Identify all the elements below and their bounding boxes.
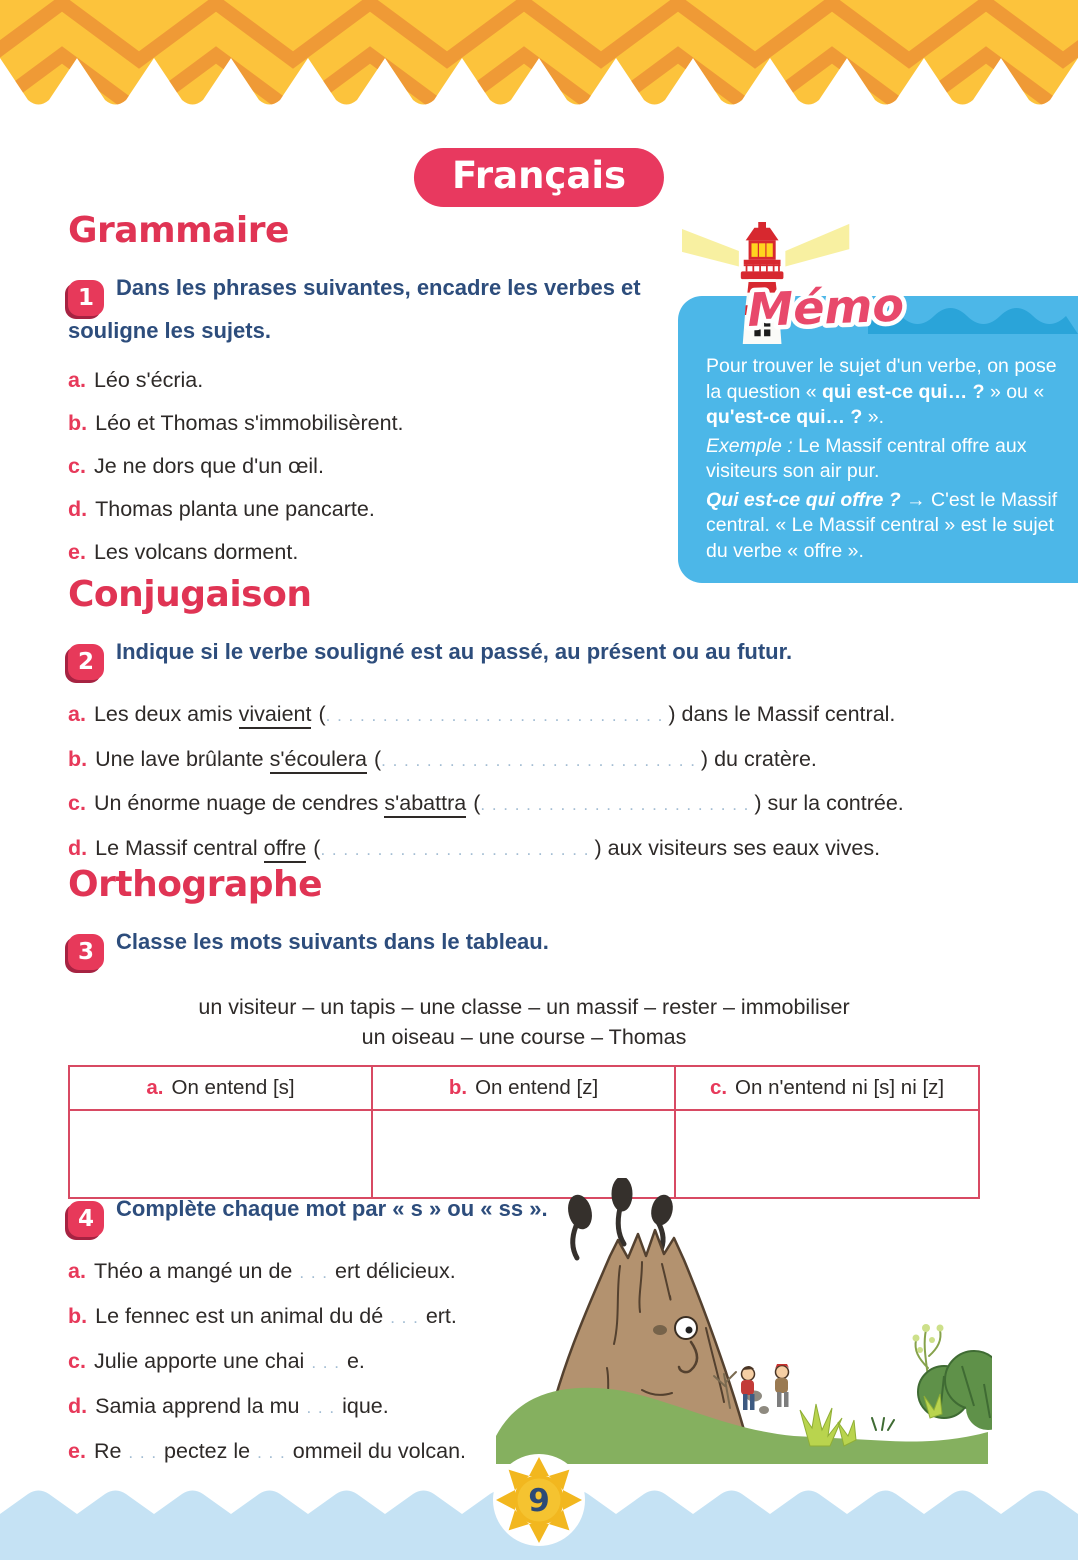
item-text: dans le Massif central.: [681, 702, 896, 726]
paren: ): [594, 835, 602, 860]
word-list-line: un visiteur – un tapis – une classe – un massif – rester – immobiliser: [198, 995, 850, 1019]
item-text: sur la contrée.: [767, 791, 904, 815]
underlined-verb: vivaient: [239, 702, 312, 729]
item-text: Les volcans dorment.: [93, 540, 299, 564]
item-label: c.: [68, 791, 86, 815]
paren: ): [700, 746, 709, 771]
item-label: a.: [68, 368, 86, 392]
item-text: Un énorme nuage de cendres: [93, 791, 379, 815]
orthographe-heading: Orthographe: [68, 864, 323, 905]
item-text: ert délicieux.: [335, 1259, 456, 1283]
item-text: pectez le: [164, 1439, 251, 1463]
page-title: Français: [414, 148, 664, 207]
list-item: [68, 497, 683, 521]
item-text: Une lave brûlante: [95, 746, 264, 771]
memo-body-text: [678, 296, 1078, 564]
paren: (: [313, 835, 321, 860]
paren: (: [473, 791, 481, 815]
exercise1-instruction: Dans les phrases suivantes, encadre les verbes et souligne les sujets.: [68, 275, 641, 343]
exercise1-number-badge: 1: [68, 280, 104, 316]
item-label: a.: [68, 702, 86, 726]
paren: ): [668, 702, 676, 726]
item-text: Thomas planta une pancarte.: [95, 497, 375, 521]
list-item: [68, 702, 1020, 728]
page-number: 9: [528, 1483, 550, 1519]
footer-wave: [0, 1450, 1078, 1560]
item-text: Le fennec est un animal du dé: [95, 1304, 384, 1328]
answer-blank[interactable]: . . .: [311, 1353, 340, 1372]
item-label: d.: [68, 835, 88, 860]
item-text: Julie apporte une chai: [93, 1349, 305, 1373]
memo-paragraph: Exemple : Le Massif central offre aux visiteurs son air pur.: [706, 434, 1027, 482]
table-answer-cell[interactable]: [69, 1110, 372, 1198]
answer-blank[interactable]: . . . . . . . . . . . . . . . . . . . . . . . .: [480, 795, 750, 814]
section-orthographe: [68, 864, 980, 1199]
list-item: [68, 791, 1020, 817]
item-label: d.: [68, 497, 88, 521]
answer-blank[interactable]: . . .: [128, 1443, 158, 1462]
table-header-cell: a. On entend [s]: [69, 1066, 372, 1110]
table-header-cell: c. On n'entend ni [s] ni [z]: [675, 1066, 979, 1110]
item-text: e.: [346, 1349, 365, 1373]
section-exercise4: [68, 1194, 548, 1465]
exercise2-header: [68, 637, 1020, 680]
table-header-cell: b. On entend [z]: [372, 1066, 675, 1110]
item-text: ert.: [425, 1304, 457, 1328]
item-text: Les deux amis: [93, 702, 233, 726]
grammaire-heading: Grammaire: [68, 210, 289, 251]
exercise3-header: [68, 927, 980, 970]
underlined-verb: s'écoulera: [270, 747, 367, 774]
top-zigzag-banner: [0, 0, 1078, 110]
conjugaison-heading: Conjugaison: [68, 574, 312, 615]
list-item: [68, 836, 1020, 862]
item-text: ommeil du volcan.: [292, 1439, 467, 1463]
memo-paragraph: Pour trouver le sujet d'un verbe, on pose la question « qui est-ce qui… ? » ou « qu'est-ce qui… ? ».: [706, 355, 1057, 428]
exercise2-number-badge: 2: [68, 644, 104, 680]
answer-blank[interactable]: . . .: [257, 1443, 286, 1462]
item-label: b.: [68, 746, 88, 771]
item-label: b.: [68, 411, 88, 435]
underlined-verb: offre: [264, 836, 307, 863]
exercise1-header: [68, 273, 683, 346]
answer-blank[interactable]: . . . . . . . . . . . . . . . . . . . . . . . . . . . . . .: [325, 706, 664, 725]
exercise3-instruction: Classe les mots suivants dans le tableau.: [116, 929, 549, 954]
word-list: [68, 992, 980, 1052]
list-item: [68, 411, 683, 435]
list-item: [68, 540, 683, 564]
item-label: a.: [68, 1259, 86, 1283]
paren: (: [318, 702, 326, 726]
item-label: d.: [68, 1394, 88, 1418]
list-item: [68, 1304, 548, 1330]
item-text: Léo s'écria.: [93, 368, 204, 392]
hikers-figures: [741, 1364, 789, 1410]
item-label: c.: [68, 454, 86, 478]
section-grammaire: [68, 210, 683, 564]
item-text: Le Massif central: [95, 835, 258, 860]
section-conjugaison: [68, 574, 1020, 862]
sun-page-badge: [493, 1454, 585, 1546]
answer-blank[interactable]: . . . . . . . . . . . . . . . . . . . . . . . . . . . .: [381, 750, 696, 770]
answer-blank[interactable]: . . .: [299, 1263, 328, 1282]
item-label: e.: [68, 540, 86, 564]
item-text: Je ne dors que d'un œil.: [93, 454, 324, 478]
volcano-illustration: [492, 1178, 992, 1468]
item-text: Re: [93, 1439, 122, 1463]
item-text: Samia apprend la mu: [95, 1394, 300, 1418]
item-label: c.: [68, 1349, 86, 1373]
list-item: [68, 1259, 548, 1285]
item-label: b.: [68, 1304, 88, 1328]
paren: ): [754, 791, 762, 815]
bush: [918, 1351, 992, 1430]
exercise4-instruction: Complète chaque mot par « s » ou « ss ».: [116, 1196, 548, 1221]
exercise3-number-badge: 3: [68, 934, 104, 970]
item-text: du cratère.: [714, 746, 817, 771]
memo-box: [678, 277, 1078, 583]
list-item: [68, 1394, 548, 1420]
item-text: aux visiteurs ses eaux vives.: [607, 835, 881, 860]
underlined-verb: s'abattra: [384, 791, 466, 818]
word-list-line: un oiseau – une course – Thomas: [361, 1025, 687, 1049]
answer-blank[interactable]: . . . . . . . . . . . . . . . . . . . . . . . .: [320, 839, 590, 859]
exercise4-number-badge: 4: [68, 1201, 104, 1237]
memo-paragraph: Qui est-ce qui offre ? → C'est le Massif central. « Le Massif central » est le sujet du verbe « offre ».: [706, 488, 1058, 562]
paren: (: [373, 746, 382, 771]
list-item: [68, 454, 683, 478]
exercise4-header: [68, 1194, 548, 1237]
item-label: e.: [68, 1439, 86, 1463]
svg-text:Mémo: Mémo: [746, 277, 905, 337]
item-text: Théo a mangé un de: [93, 1259, 293, 1283]
exercise2-instruction: Indique si le verbe souligné est au passé, au présent ou au futur.: [116, 639, 793, 664]
answer-blank[interactable]: . . .: [306, 1398, 336, 1417]
item-text: Léo et Thomas s'immobilisèrent.: [95, 411, 404, 435]
list-item: [68, 1349, 548, 1375]
list-item: [68, 747, 1020, 773]
answer-blank[interactable]: . . .: [390, 1308, 419, 1327]
item-text: ique.: [342, 1394, 389, 1418]
list-item: [68, 368, 683, 392]
